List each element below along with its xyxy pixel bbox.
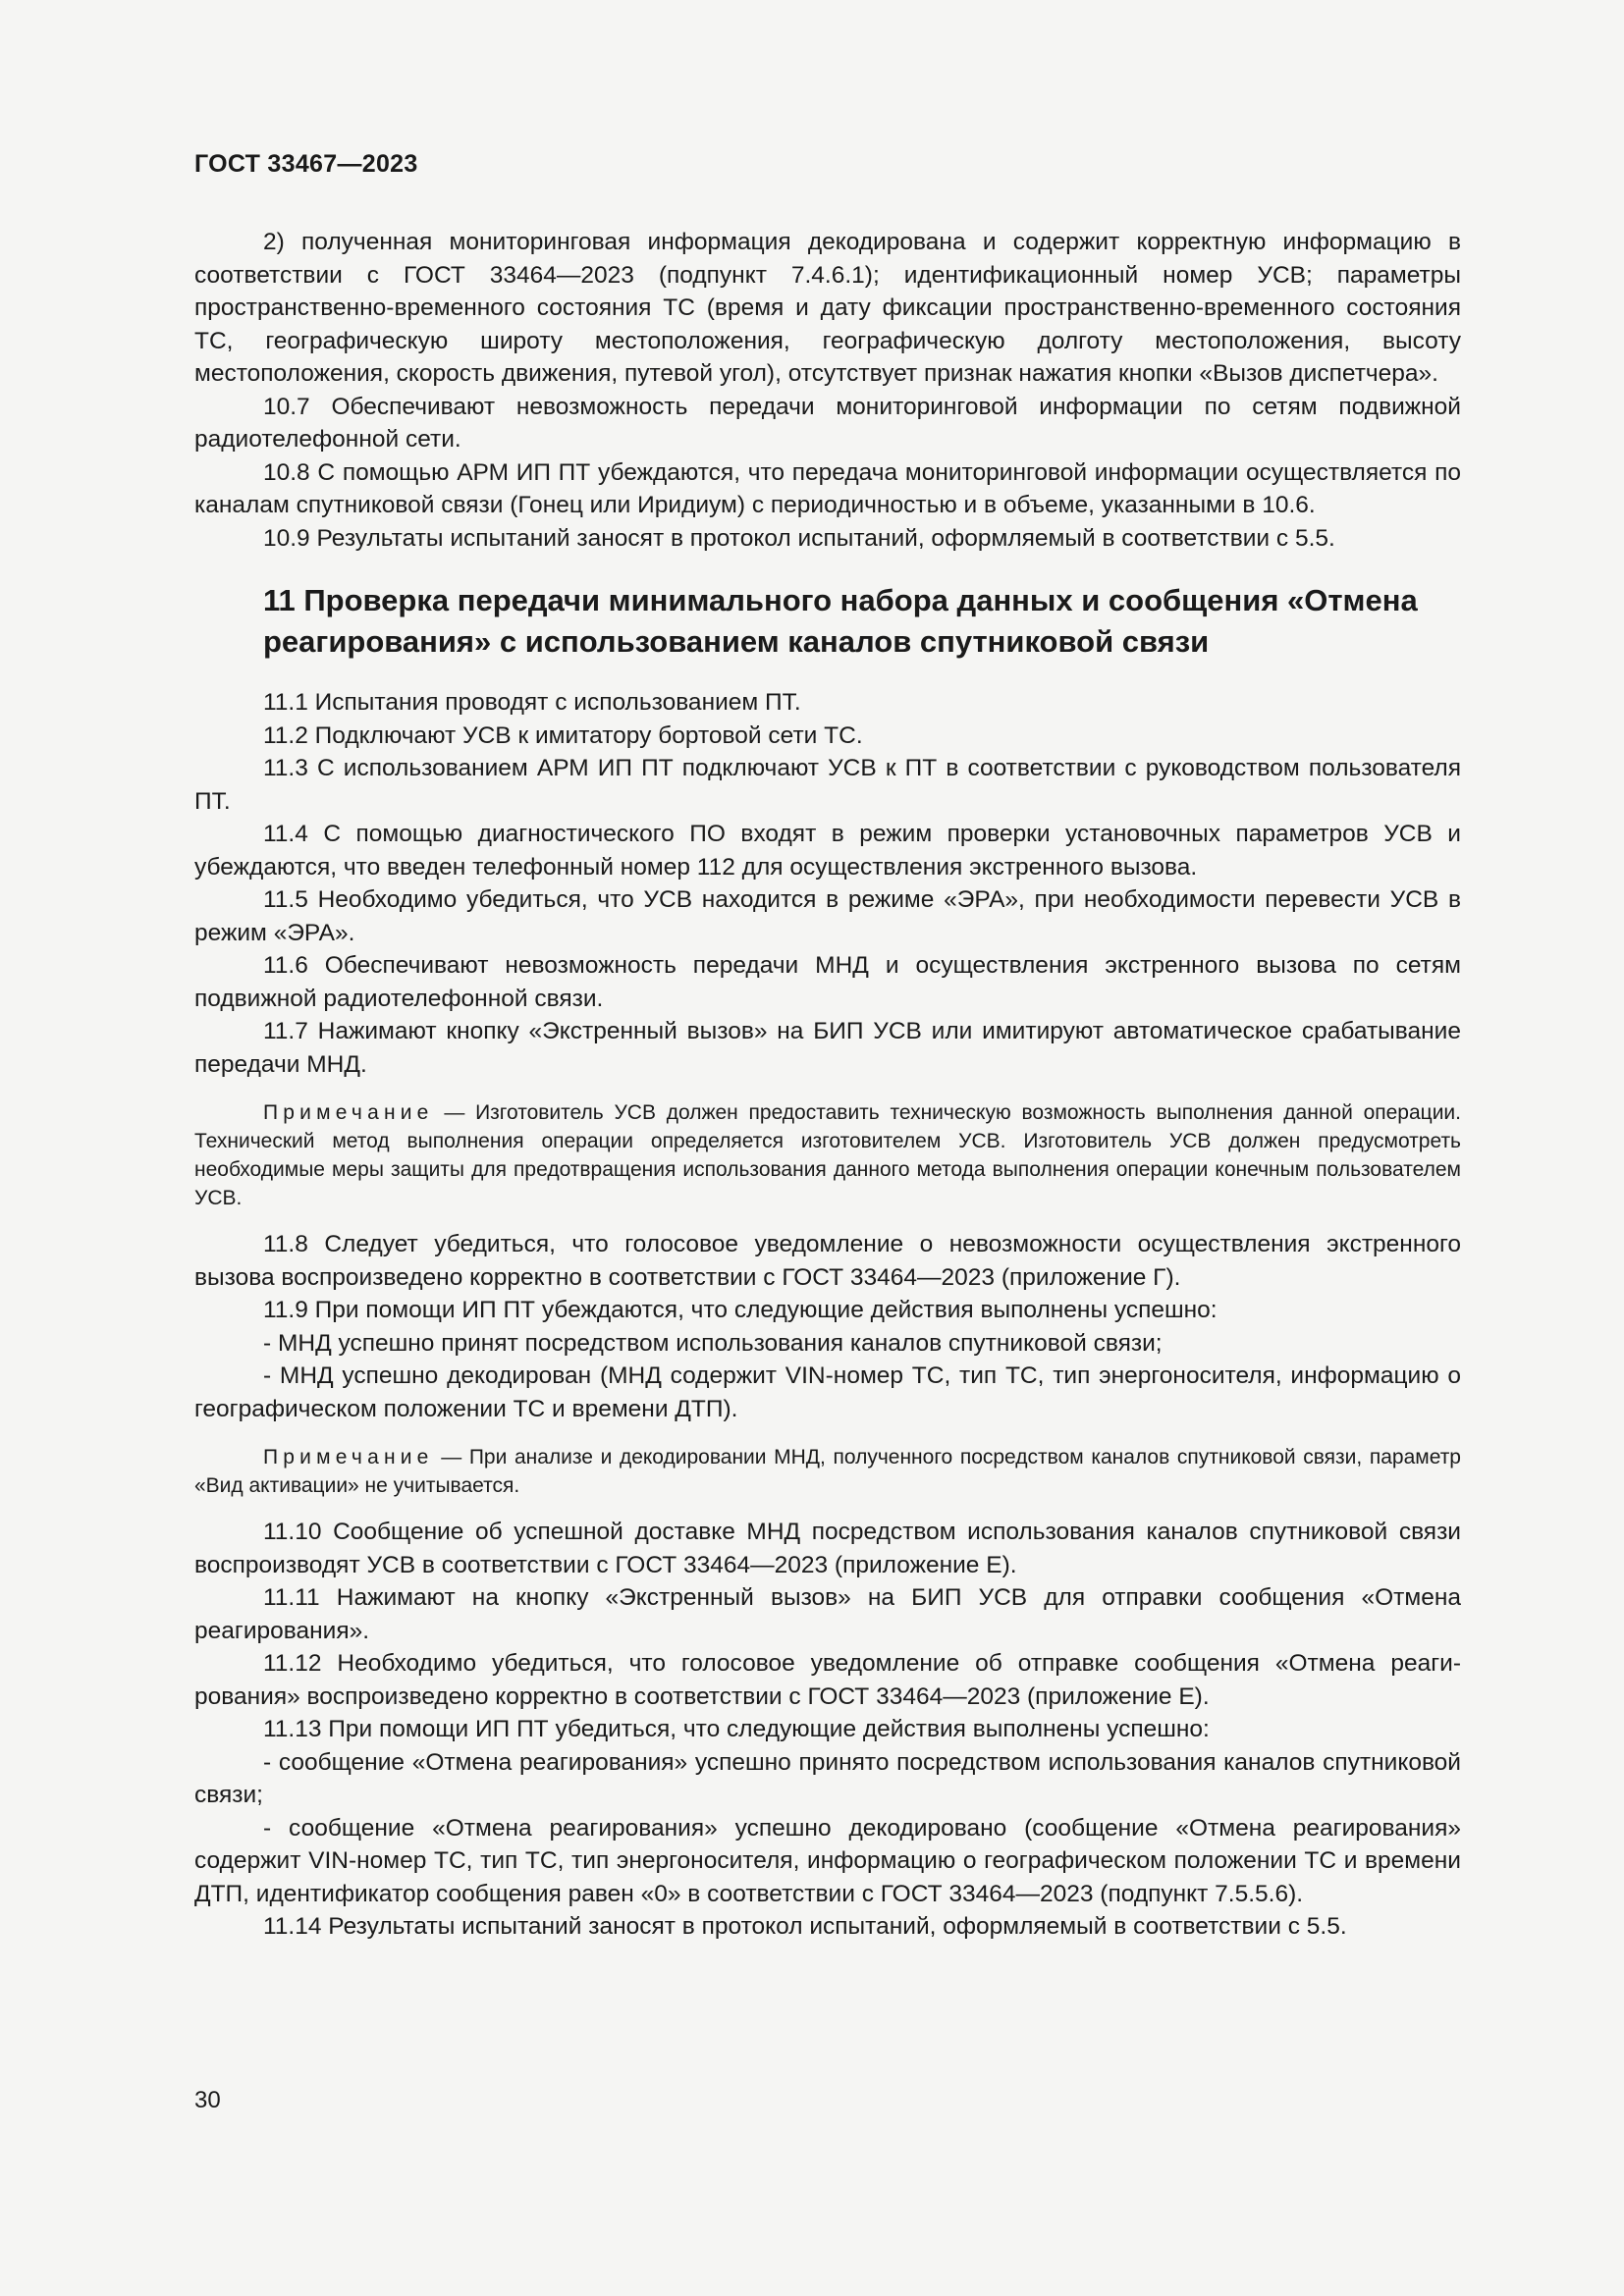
paragraph: 11.4 С помощью диагностического ПО входят в режим проверки установочных параметров УСВ и убеждаются, что введен телефонный номер 112 для осуществления экстренного вызова. — [194, 821, 1461, 881]
paragraph: 11.11 Нажимают на кнопку «Экстренный вызов» на БИП УСВ для отправки сообщения «Отмена реагирования». — [194, 1584, 1461, 1644]
paragraph: 2) полученная мониторинговая информация декодирована и содержит корректную информацию в соответствии с ГОСТ 33464—2023 (подпункт 7.4.6.1); идентификационный номер УСВ; параметры пространственно-временного состояния ТС (время и дату фиксации пространственно-временного состояния ТС, географическую широту местоположения, географическую долготу местоположения, высоту местоположения, скорость движения, путевой угол), отсутствует признак нажатия кнопки «Вызов диспетчера». — [194, 229, 1461, 387]
list-item: - сообщение «Отмена реагирования» успешно декодировано (сообщение «Отмена реагирования» содержит VIN-номер ТС, тип ТС, тип энергоносителя, информацию о географическом положении ТС и времени ДТП, идентификатор сообщения равен «0» в соответствии с ГОСТ 33464—2023 (подпункт 7.5.5.6). — [194, 1814, 1461, 1907]
document-header: ГОСТ 33467—2023 — [194, 150, 418, 178]
note — [194, 1443, 1461, 1500]
note-label: Примечание — [263, 1101, 434, 1124]
list-item: - МНД успешно декодирован (МНД содержит VIN-номер ТС, тип ТС, тип энергоносителя, информацию о географическом положении ТС и времени ДТП). — [194, 1362, 1461, 1422]
note-text: — При анализе и декодировании МНД, полученного посредством каналов спутниковой связи, параметр «Вид активации» не учитывается. — [194, 1446, 1461, 1497]
paragraph: 11.2 Подключают УСВ к имитатору бортовой сети ТС. — [263, 721, 863, 749]
paragraph: 11.12 Необходимо убедиться, что голосовое уведомление об отправке сообщения «Отмена реагирования» воспроизведено корректно в соответствии с ГОСТ 33464—2023 (приложение Е). — [194, 1650, 1461, 1710]
paragraph: 11.6 Обеспечивают невозможность передачи МНД и осуществления экстренного вызова по сетям подвижной радиотелефонной связи. — [194, 952, 1461, 1012]
paragraph: 10.8 С помощью АРМ ИП ПТ убеждаются, что передача мониторинговой информации осуществляется по каналам спутниковой связи (Гонец или Иридиум) с периодичностью и в объеме, указанными в 10.6. — [194, 458, 1461, 518]
page-number: 30 — [194, 2087, 221, 2113]
paragraph: 11.1 Испытания проводят с использованием ПТ. — [263, 689, 801, 716]
paragraph: 11.7 Нажимают кнопку «Экстренный вызов» на БИП УСВ или имитируют автоматическое срабатывание передачи МНД. — [194, 1018, 1461, 1078]
paragraph: 11.10 Сообщение об успешной доставке МНД посредством использования каналов спутниковой связи воспроизводят УСВ в соответствии с ГОСТ 33464—2023 (приложение Е). — [194, 1519, 1461, 1578]
note — [194, 1098, 1461, 1212]
paragraph: 11.13 При помощи ИП ПТ убедиться, что следующие действия выполнены успешно: — [263, 1716, 1210, 1742]
list-item: - МНД успешно принят посредством использования каналов спутниковой связи; — [263, 1329, 1163, 1357]
paragraph: 10.7 Обеспечивают невозможность передачи мониторинговой информации по сетям подвижной радиотелефонной сети. — [194, 393, 1461, 453]
paragraph: 11.3 С использованием АРМ ИП ПТ подключают УСВ к ПТ в соответствии с руководством пользователя ПТ. — [194, 755, 1461, 815]
paragraph: 11.5 Необходимо убедиться, что УСВ находится в режиме «ЭРА», при необходимости перевести УСВ в режим «ЭРА». — [194, 886, 1461, 946]
note-label: Примечание — [263, 1446, 434, 1468]
document-body — [194, 226, 1461, 1944]
list-item: - сообщение «Отмена реагирования» успешно принято посредством использования каналов спутниковой связи; — [194, 1748, 1461, 1808]
section-heading: 11 Проверка передачи минимального набора данных и сообщения «Отмена реагирования» с использованием каналов спутниковой связи — [263, 583, 1418, 659]
paragraph: 11.9 При помощи ИП ПТ убеждаются, что следующие действия выполнены успешно: — [263, 1297, 1218, 1323]
note-text: — Изготовитель УСВ должен предоставить техническую возможность выполнения данной операции. Технический метод выполнения операции определяется изготовителем УСВ. Изготовитель УСВ должен предусмотреть необходимые меры защиты для предотвращения использования данного метода выполнения операции конечным пользователем УСВ. — [194, 1101, 1461, 1209]
paragraph: 11.14 Результаты испытаний заносят в протокол испытаний, оформляемый в соответствии с 5.5. — [263, 1913, 1347, 1940]
paragraph: 11.8 Следует убедиться, что голосовое уведомление о невозможности осуществления экстренного вызова воспроизведено корректно в соответствии с ГОСТ 33464—2023 (приложение Г). — [194, 1231, 1461, 1291]
paragraph: 10.9 Результаты испытаний заносят в протокол испытаний, оформляемый в соответствии с 5.5. — [263, 524, 1335, 552]
